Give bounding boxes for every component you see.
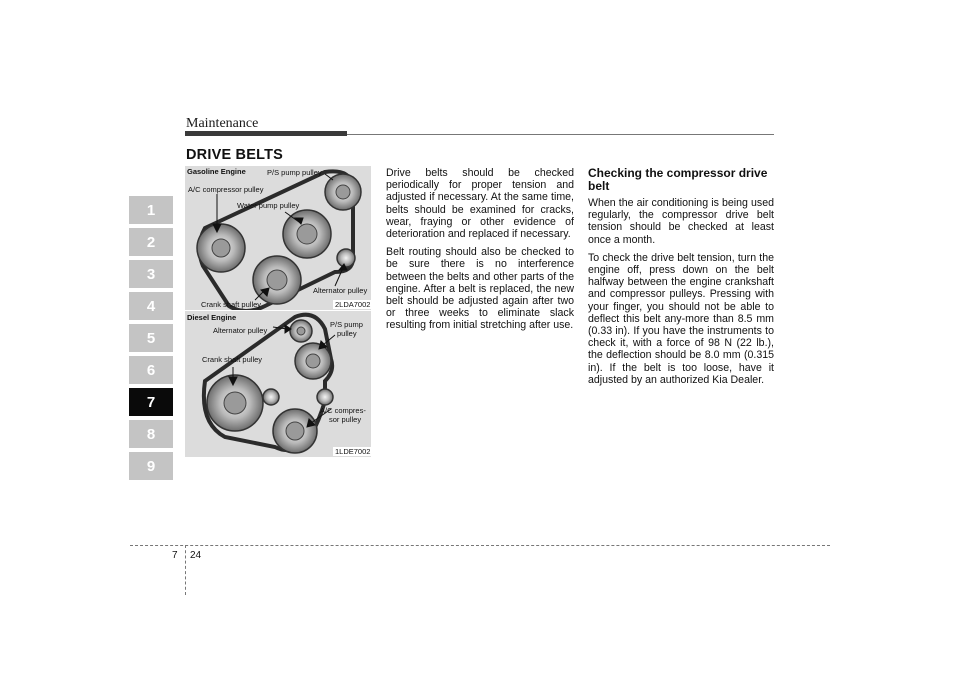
header-rule bbox=[347, 134, 774, 135]
crankshaft-pulley bbox=[253, 256, 301, 304]
alternator-pulley bbox=[290, 320, 312, 342]
alternator-pulley bbox=[337, 249, 355, 267]
page-heading: DRIVE BELTS bbox=[186, 147, 283, 163]
idler-pulley bbox=[263, 389, 333, 405]
paragraph-tension-procedure: To check the drive belt tension, turn the engine off, press down on the belt halfway between the engine crankshaft and compressor pulleys. Pressing with your finger, you should not be able to deflect this belt any-more than 8.5 mm (0.33 in). If you have the instruments to check it, with a force of 98 N (22 lb.), the deflection should be 8.0 mm (0.315 in). If the belt is too loose, have it adjusted by an authorized Kia Dealer. bbox=[588, 251, 774, 386]
ac-compressor-pulley bbox=[273, 409, 317, 453]
chapter-tab-7[interactable]: 7 bbox=[129, 388, 173, 416]
water-pump-pulley bbox=[283, 210, 331, 258]
footer-divider bbox=[185, 545, 186, 595]
ac-compressor-pulley bbox=[197, 224, 245, 272]
chapter-tab-6[interactable]: 6 bbox=[129, 356, 173, 384]
header-bar bbox=[185, 131, 347, 136]
footer-chapter-number: 7 bbox=[172, 550, 178, 561]
chapter-tab-3[interactable]: 3 bbox=[129, 260, 173, 288]
label-water-pump: Water pump pulley bbox=[237, 201, 300, 210]
body-column-right bbox=[588, 197, 774, 392]
label-alternator: Alternator pulley bbox=[213, 326, 268, 335]
footer-rule bbox=[130, 545, 830, 546]
paragraph-inspection: Drive belts should be checked periodically for proper tension and adjusted if necessary. At the same time, belts should be examined for cracks, wear, fraying or other evidence of deterioration and replaced if necessary. bbox=[386, 167, 574, 241]
label-ps-pump-line1: P/S pump bbox=[330, 320, 363, 329]
crankshaft-pulley bbox=[207, 375, 263, 431]
paragraph-monthly-check: When the air conditioning is being used regularly, the compressor drive belt tension should be checked at least once a month. bbox=[588, 197, 774, 246]
diesel-title: Diesel Engine bbox=[187, 313, 237, 322]
label-ac-compressor-line1: A/C compres- bbox=[320, 406, 366, 415]
chapter-tab-9[interactable]: 9 bbox=[129, 452, 173, 480]
label-crank-shaft: Crank shaft pulley bbox=[202, 355, 263, 364]
ps-pump-pulley bbox=[325, 174, 361, 210]
chapter-tab-4[interactable]: 4 bbox=[129, 292, 173, 320]
figure-code-gasoline: 2LDA7002 bbox=[335, 300, 371, 309]
chapter-tab-1[interactable]: 1 bbox=[129, 196, 173, 224]
section-title: Maintenance bbox=[186, 116, 259, 131]
footer-page-number: 24 bbox=[190, 550, 202, 561]
label-ac-compressor: A/C compressor pulley bbox=[188, 185, 264, 194]
paragraph-routing: Belt routing should also be checked to be sure there is no interference between the belts and other parts of the engine. After a belt is replaced, the new belt should be adjusted again after two or three weeks to eliminate slack resulting from initial stretching after use. bbox=[386, 246, 574, 332]
label-alternator: Alternator pulley bbox=[313, 286, 368, 295]
ps-pump-pulley bbox=[295, 343, 331, 379]
label-ps-pump: P/S pump pulley bbox=[267, 168, 322, 177]
diesel-engine-diagram bbox=[185, 310, 371, 457]
label-ac-compressor-line2: sor pulley bbox=[329, 415, 362, 424]
chapter-tab-2[interactable]: 2 bbox=[129, 228, 173, 256]
subheading-compressor-belt: Checking the compressor drive belt bbox=[588, 166, 768, 193]
gasoline-engine-diagram bbox=[185, 166, 371, 310]
label-ps-pump-line2: pulley bbox=[337, 329, 357, 338]
body-column-middle bbox=[386, 167, 574, 338]
chapter-tab-8[interactable]: 8 bbox=[129, 420, 173, 448]
figure-code-diesel: 1LDE7002 bbox=[335, 447, 371, 456]
chapter-tab-5[interactable]: 5 bbox=[129, 324, 173, 352]
gasoline-title: Gasoline Engine bbox=[187, 167, 246, 176]
label-crank-shaft: Crank shaft pulley bbox=[201, 300, 262, 309]
